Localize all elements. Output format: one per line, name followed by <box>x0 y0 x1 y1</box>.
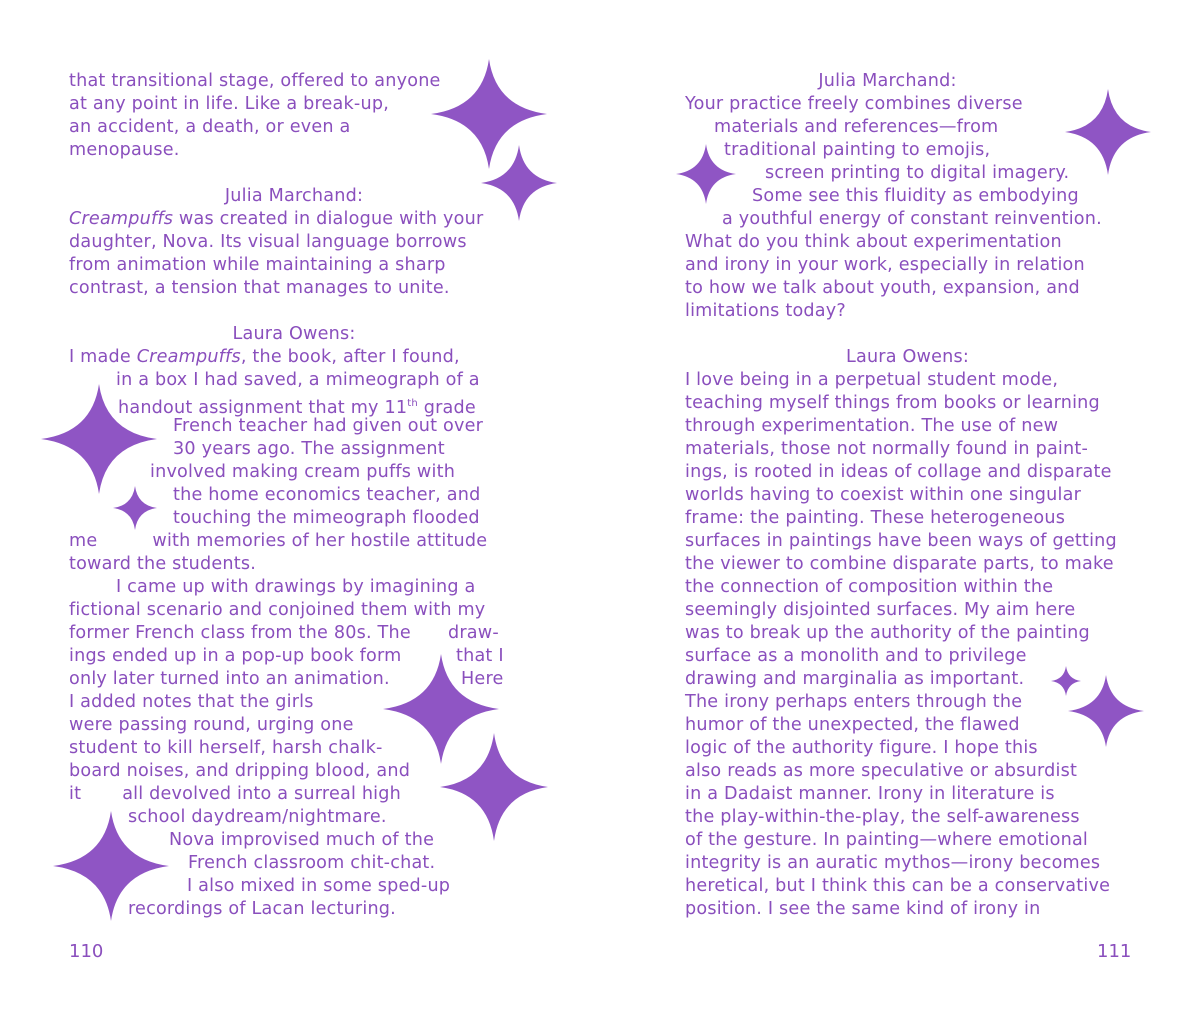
text-line: limitations today? <box>685 301 846 321</box>
text-line: Nova improvised much of the <box>169 830 435 850</box>
text-span: only later turned into an animation. <box>69 669 390 689</box>
text-line: French teacher had given out over <box>173 416 484 436</box>
text-line: French classroom chit-chat. <box>188 853 436 873</box>
text-line: the play-within-the-play, the self-awareness <box>685 807 1080 827</box>
sparkle-star-icon <box>383 654 499 764</box>
text-line: an accident, a death, or even a <box>69 117 351 137</box>
text-line: drawing and marginalia as important. <box>685 669 1025 689</box>
text-line: to how we talk about youth, expansion, and <box>685 278 1080 298</box>
text-line: I love being in a perpetual student mode, <box>685 370 1059 390</box>
text-line: at any point in life. Like a break-up, <box>69 94 389 114</box>
book-title: Creampuffs <box>69 209 174 229</box>
sparkle-star-icon <box>440 733 548 841</box>
text-line: a youthful energy of constant reinvention. <box>722 209 1102 229</box>
text-line: in a box I had saved, a mimeograph of a <box>116 370 480 390</box>
sparkle-star-icon <box>431 59 547 169</box>
text-line: What do you think about experimentation <box>685 232 1062 252</box>
text-span: it <box>69 784 82 804</box>
speaker-name: Julia Marchand: <box>224 186 364 206</box>
page-number: 110 <box>69 941 104 962</box>
text-span: I made <box>69 347 137 367</box>
text-line: touching the mimeograph flooded <box>173 508 480 528</box>
text-span: was created in dialogue with your <box>173 209 484 229</box>
text-line: fictional scenario and conjoined them with my <box>69 600 486 620</box>
text-span: , the book, after I found, <box>240 347 460 367</box>
text-line: integrity is an auratic mythos—irony becomes <box>685 853 1101 873</box>
text-line: heretical, but I think this can be a conservative <box>685 876 1111 896</box>
text-line: in a Dadaist manner. Irony in literature is <box>685 784 1055 804</box>
text-line: I added notes that the girls <box>69 692 314 712</box>
text-line: I also mixed in some sped-up <box>187 876 451 896</box>
text-span: all devolved into a surreal high <box>122 784 401 804</box>
superscript: th <box>407 398 418 409</box>
sparkle-star-icon <box>1051 666 1081 696</box>
text-line: screen printing to digital imagery. <box>765 163 1070 183</box>
text-line: the connection of composition within the <box>685 577 1054 597</box>
text-line: board noises, and dripping blood, and <box>69 761 411 781</box>
text-line: the home economics teacher, and <box>173 485 481 505</box>
text-span: former French class from the 80s. The <box>69 623 411 643</box>
book-title: Creampuffs <box>136 347 241 367</box>
text-line: also reads as more speculative or absurdist <box>685 761 1078 781</box>
text-line: The irony perhaps enters through the <box>685 692 1023 712</box>
text-line: toward the students. <box>69 554 256 574</box>
text-line: menopause. <box>69 140 180 160</box>
text-line: and irony in your work, especially in relation <box>685 255 1085 275</box>
speaker-name: Julia Marchand: <box>818 71 957 91</box>
text-line: of the gesture. In painting—where emotional <box>685 830 1089 850</box>
text-line: was to break up the authority of the painting <box>685 623 1090 643</box>
text-line: were passing round, urging one <box>69 715 354 735</box>
sparkle-star-icon <box>1065 89 1151 175</box>
text-line: materials and references—from <box>714 117 999 137</box>
text-span: with memories of her hostile attitude <box>152 531 488 551</box>
text-span: that I <box>456 646 504 666</box>
text-line: logic of the authority figure. I hope this <box>685 738 1038 758</box>
text-span: me <box>69 531 98 551</box>
text-line: student to kill herself, harsh chalk- <box>69 738 383 758</box>
text-span: draw- <box>448 623 499 643</box>
text-line: teaching myself things from books or learning <box>685 393 1100 413</box>
text-line: surfaces in paintings have been ways of getting <box>685 531 1117 551</box>
text-line: humor of the unexpected, the flawed <box>685 715 1020 735</box>
text-line: school daydream/nightmare. <box>128 807 387 827</box>
text-line: frame: the painting. These heterogeneous <box>685 508 1066 528</box>
speaker-name: Laura Owens: <box>232 324 356 344</box>
text-line: materials, those not normally found in paint- <box>685 439 1089 459</box>
text-span: ings ended up in a pop-up book form <box>69 646 402 666</box>
sparkle-star-icon <box>1068 675 1144 747</box>
text-line: seemingly disjointed surfaces. My aim here <box>685 600 1076 620</box>
text-span: Here <box>461 669 504 689</box>
text-line: Your practice freely combines diverse <box>685 94 1023 114</box>
sparkle-star-icon <box>481 145 557 221</box>
text-line: contrast, a tension that manages to unite. <box>69 278 450 298</box>
sparkle-star-icon <box>676 144 736 204</box>
text-line: the viewer to combine disparate parts, to make <box>685 554 1114 574</box>
text-line: traditional painting to emojis, <box>724 140 991 160</box>
text-line: I came up with drawings by imagining a <box>116 577 476 597</box>
sparkle-star-icon <box>53 811 169 921</box>
text-line: recordings of Lacan lecturing. <box>128 899 396 919</box>
text-span: handout assignment that my 11 <box>118 397 408 418</box>
text-line: surface as a monolith and to privilege <box>685 646 1027 666</box>
text-span: grade <box>417 397 476 418</box>
text-line: worlds having to coexist within one singular <box>685 485 1082 505</box>
text-line: through experimentation. The use of new <box>685 416 1059 436</box>
page-number: 111 <box>1097 941 1132 962</box>
text-line: position. I see the same kind of irony in <box>685 899 1041 919</box>
sparkle-star-icon <box>113 486 157 530</box>
text-line: Some see this fluidity as embodying <box>752 186 1079 206</box>
text-line: involved making cream puffs with <box>150 462 456 482</box>
speaker-name: Laura Owens: <box>845 347 970 367</box>
text-line: ings, is rooted in ideas of collage and disparate <box>685 462 1112 482</box>
text-line: that transitional stage, offered to anyone <box>69 71 441 91</box>
text-line: from animation while maintaining a sharp <box>69 255 446 275</box>
text-line: 30 years ago. The assignment <box>173 439 445 459</box>
sparkle-star-icon <box>41 384 157 494</box>
text-line: daughter, Nova. Its visual language borrows <box>69 232 467 252</box>
